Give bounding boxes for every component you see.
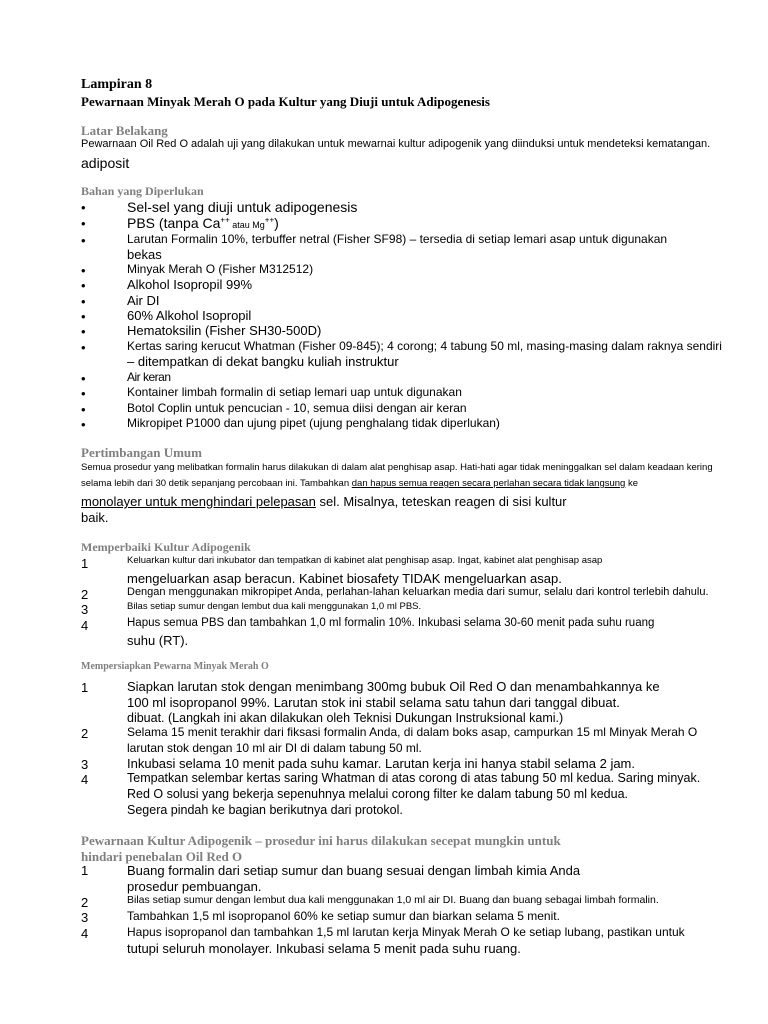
background-text-line2: adiposit [81, 155, 130, 171]
staining-step-continuation: tutupi seluruh monolayer. Inkubasi selama 5 menit pada suhu ruang. [127, 941, 521, 956]
preparing-step: Tempatkan selembar kertas saring Whatman di atas corong di atas tabung 50 ml kedua. Saring minyak. [127, 771, 701, 785]
material-item: Minyak Merah O (Fisher M312512) [127, 262, 314, 276]
background-text-line1: Pewarnaan Oil Red O adalah uji yang dilakukan untuk mewarnai kultur adipogenik yang diinduksi untuk mendeteksi kematangan. [81, 138, 711, 150]
bullet-icon: • [81, 216, 86, 231]
material-item: Mikropipet P1000 dan ujung pipet (ujung penghalang tidak diperlukan) [127, 416, 500, 430]
preparing-step: Selama 15 menit terakhir dari fiksasi formalin Anda, di dalam boks asap, campurkan 15 ml Minyak Merah O [127, 725, 698, 739]
step-number: 1 [81, 863, 89, 878]
fixing-step-continuation: suhu (RT). [127, 633, 189, 648]
step-number: 3 [81, 757, 89, 772]
fixing-step: Dengan menggunakan mikropipet Anda, perlahan-lahan keluarkan media dari sumur, selalu dari kontrol terlebih dahulu. [127, 586, 709, 598]
general-text-line3: monolayer untuk menghindari pelepasan sel. Misalnya, teteskan reagen di sisi kultur [81, 494, 567, 509]
staining-step: Tambahkan 1,5 ml isopropanol 60% ke setiap sumur dan biarkan selama 5 menit. [127, 909, 560, 923]
material-item: Air keran [127, 370, 171, 384]
bullet-icon: • [81, 402, 86, 417]
step-number: 1 [81, 680, 89, 695]
staining-step: Buang formalin dari setiap sumur dan buang sesuai dengan limbah kimia Anda [127, 863, 581, 878]
staining-step-continuation: prosedur pembuangan. [127, 879, 262, 894]
bullet-icon: • [81, 340, 86, 355]
staining-step: Bilas setiap sumur dengan lembut dua kali menggunakan 1,0 ml air DI. Buang dan buang sebagai limbah formalin. [127, 894, 659, 906]
bullet-icon: • [81, 263, 86, 278]
step-number: 4 [81, 926, 89, 941]
general-text-line4: baik. [81, 510, 109, 525]
materials-heading: Bahan yang Diperlukan [81, 184, 204, 198]
bullet-icon: • [81, 324, 86, 339]
step-number: 3 [81, 602, 89, 617]
material-item: PBS (tanpa Ca++ atau Mg++) [127, 215, 279, 231]
bullet-icon: • [81, 417, 86, 432]
bullet-icon: • [81, 200, 86, 215]
material-item: Air DI [127, 293, 160, 308]
bullet-icon: • [81, 386, 86, 401]
material-item: 60% Alkohol Isopropil [127, 308, 252, 323]
step-number: 4 [81, 618, 89, 633]
material-item: Hematoksilin (Fisher SH30-500D) [127, 323, 322, 338]
fixing-step-continuation: mengeluarkan asap beracun. Kabinet biosafety TIDAK mengeluarkan asap. [127, 571, 562, 586]
appendix-label: Lampiran 8 [81, 77, 153, 92]
fixing-heading: Memperbaiki Kultur Adipogenik [81, 540, 251, 554]
preparing-step: Inkubasi selama 10 menit pada suhu kamar. Larutan kerja ini hanya stabil selama 2 jam. [127, 756, 636, 771]
fixing-step: Bilas setiap sumur dengan lembut dua kali menggunakan 1,0 ml PBS. [127, 601, 422, 612]
preparing-step-continuation: Red O solusi yang bekerja sepenuhnya melalui corong filter ke dalam tabung 50 ml kedua. [127, 787, 628, 801]
step-number: 3 [81, 910, 89, 925]
material-item: Kontainer limbah formalin di setiap lemari uap untuk digunakan [127, 385, 462, 399]
bullet-icon: • [81, 278, 86, 293]
staining-heading: Pewarnaan Kultur Adipogenik – prosedur ini harus dilakukan secepat mungkin untuk [81, 833, 561, 848]
general-text-line2: selama lebih dari 30 detik sepanjang percobaan ini. Tambahkan dan hapus semua reagen secara perlahan secara tidak langsung ke [81, 478, 639, 489]
step-number: 2 [81, 895, 89, 910]
material-item: Botol Coplin untuk pencucian - 10, semua diisi dengan air keran [127, 401, 467, 415]
bullet-icon: • [81, 309, 86, 324]
preparing-step-continuation: dibuat. (Langkah ini akan dilakukan oleh Teknisi Dukungan Instruksional kami.) [127, 711, 564, 725]
general-text-line1: Semua prosedur yang melibatkan formalin harus dilakukan di dalam alat penghisap asap. Hati-hati agar tidak meninggalkan sel dalam keadaan kering [81, 462, 713, 473]
material-item: Sel-sel yang diuji untuk adipogenesis [127, 199, 358, 215]
step-number: 2 [81, 587, 89, 602]
bullet-icon: • [81, 233, 86, 248]
fixing-step: Hapus semua PBS dan tambahkan 1,0 ml formalin 10%. Inkubasi selama 30-60 menit pada suhu ruang [127, 617, 655, 629]
material-item: Larutan Formalin 10%, terbuffer netral (Fisher SF98) – tersedia di setiap lemari asap untuk digunakan [127, 232, 668, 246]
staining-step: Hapus isopropanol dan tambahkan 1,5 ml larutan kerja Minyak Merah O ke setiap lubang, pastikan untuk [127, 925, 685, 939]
background-heading: Latar Belakang [81, 123, 168, 138]
step-number: 1 [81, 556, 89, 571]
material-item: Alkohol Isopropil 99% [127, 277, 253, 292]
general-heading: Pertimbangan Umum [81, 445, 202, 460]
bullet-icon: • [81, 294, 86, 309]
preparing-heading: Mempersiapkan Pewarna Minyak Merah O [81, 661, 269, 672]
preparing-step: Siapkan larutan stok dengan menimbang 300mg bubuk Oil Red O dan menambahkannya ke [127, 679, 660, 694]
fixing-step: Keluarkan kultur dari inkubator dan tempatkan di kabinet alat penghisap asap. Ingat, kabinet alat penghisap asap [127, 555, 603, 566]
appendix-title: Pewarnaan Minyak Merah O pada Kultur yang Diuji untuk Adipogenesis [81, 94, 490, 109]
preparing-step-continuation: larutan stok dengan 10 ml air DI di dalam tabung 50 ml. [127, 741, 422, 755]
material-item: Kertas saring kerucut Whatman (Fisher 09-845); 4 corong; 4 tabung 50 ml, masing-masing dalam raknya sendiri [127, 339, 722, 353]
bullet-icon: • [81, 371, 86, 386]
step-number: 2 [81, 726, 89, 741]
preparing-step-continuation: 100 ml isopropanol 99%. Larutan stok ini stabil selama satu tahun dari tanggal dibuat. [127, 695, 620, 710]
step-number: 4 [81, 772, 89, 787]
material-item-continuation: – ditempatkan di dekat bangku kuliah instruktur [127, 354, 399, 369]
material-item-continuation: bekas [127, 247, 162, 262]
preparing-step-continuation: Segera pindah ke bagian berikutnya dari protokol. [127, 803, 403, 817]
staining-heading-continuation: hindari penebalan Oil Red O [81, 849, 243, 864]
